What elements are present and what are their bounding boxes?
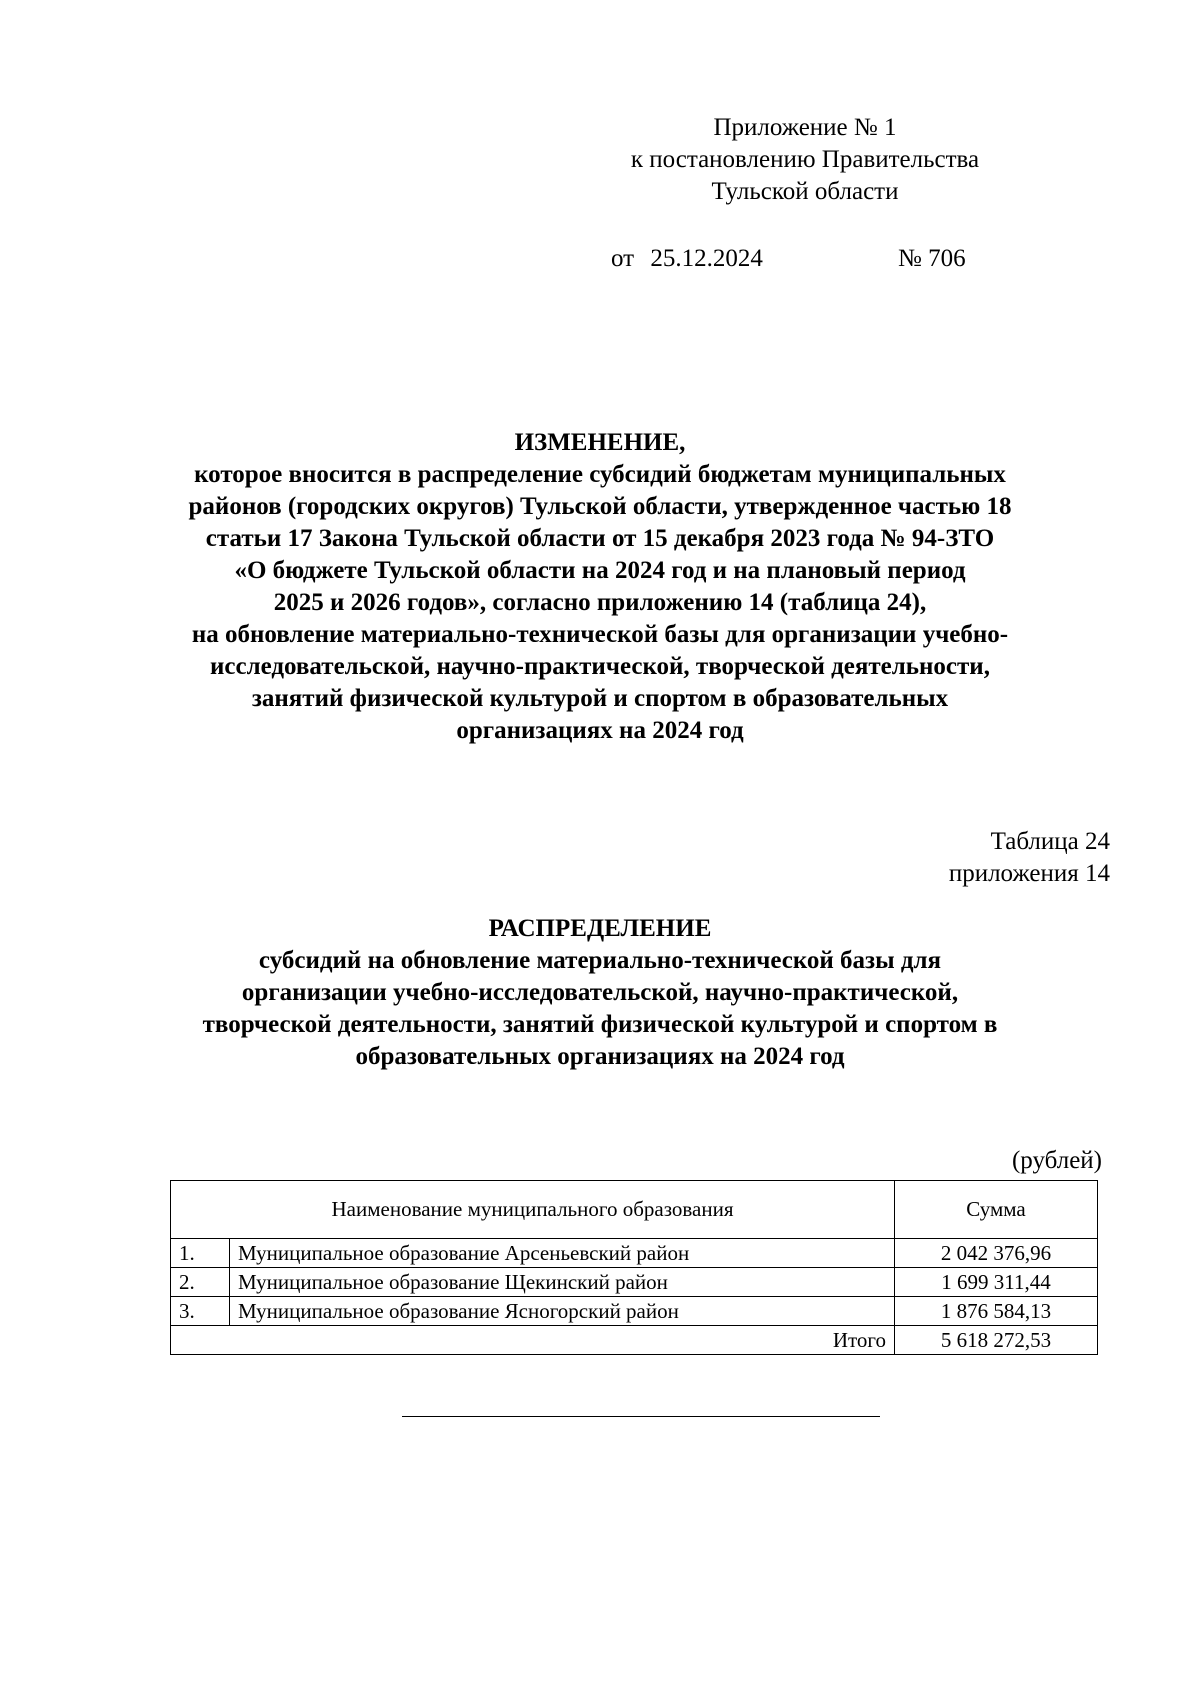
change-heading — [150, 427, 1050, 747]
row-number: 2. — [171, 1268, 230, 1297]
distribution-line: образовательных организациях на 2024 год — [355, 1043, 845, 1070]
appendix-header — [580, 112, 1030, 208]
row-name: Муниципальное образование Щекинский район — [230, 1268, 895, 1297]
row-name: Муниципальное образование Ясногорский район — [230, 1297, 895, 1326]
change-line: 2025 и 2026 годов», согласно приложению 14 (таблица 24), — [273, 589, 927, 616]
row-name: Муниципальное образование Арсеньевский район — [230, 1239, 895, 1268]
change-line: статьи 17 Закона Тульской области от 15 декабря 2023 года № 94-ЗТО — [205, 525, 995, 552]
table-caption-line: приложения 14 — [948, 860, 1110, 887]
change-line: организациях на 2024 год — [456, 717, 744, 744]
table-caption — [949, 826, 1110, 890]
total-sum: 5 618 272,53 — [895, 1326, 1098, 1355]
table-row — [171, 1239, 1098, 1268]
row-sum: 2 042 376,96 — [895, 1239, 1098, 1268]
change-line: на обновление материально-технической базы для организации учебно- — [191, 621, 1009, 648]
distribution-title: РАСПРЕДЕЛЕНИЕ — [488, 915, 712, 942]
distribution-table — [170, 1180, 1098, 1355]
total-label: Итого — [171, 1326, 895, 1355]
distribution-line: творческой деятельности, занятий физической культурой и спортом в — [202, 1011, 998, 1038]
distribution-line: организации учебно-исследовательской, научно-практической, — [241, 979, 959, 1006]
column-header-sum: Сумма — [895, 1181, 1098, 1239]
distribution-line: субсидий на обновление материально-технической базы для — [258, 947, 942, 974]
distribution-heading — [170, 913, 1030, 1073]
document-date: 25.12.2024 — [650, 245, 763, 272]
change-line: которое вносится в распределение субсидий бюджетам муниципальных — [194, 461, 1006, 488]
change-line: районов (городских округов) Тульской области, утвержденное частью 18 — [188, 493, 1012, 520]
table-row — [171, 1297, 1098, 1326]
date-prefix: от — [611, 245, 635, 272]
appendix-line: Приложение № 1 — [713, 114, 897, 141]
row-sum: 1 699 311,44 — [895, 1268, 1098, 1297]
appendix-line: к постановлению Правительства — [630, 146, 980, 173]
appendix-line: Тульской области — [711, 178, 899, 205]
table-caption-line: Таблица 24 — [990, 828, 1110, 855]
change-title: ИЗМЕНЕНИЕ, — [514, 429, 686, 456]
change-line: «О бюджете Тульской области на 2024 год и на плановый период — [234, 557, 966, 584]
row-number: 3. — [171, 1297, 230, 1326]
units-label: (рублей) — [1011, 1147, 1102, 1174]
change-line: занятий физической культурой и спортом в образовательных — [251, 685, 949, 712]
table-row — [171, 1268, 1098, 1297]
table-header-row — [171, 1181, 1098, 1239]
table-total-row — [171, 1326, 1098, 1355]
change-line: исследовательской, научно-практической, творческой деятельности, — [210, 653, 990, 680]
document-number: № 706 — [898, 245, 966, 272]
row-sum: 1 876 584,13 — [895, 1297, 1098, 1326]
closing-rule — [402, 1416, 880, 1417]
column-header-name: Наименование муниципального образования — [171, 1181, 895, 1239]
date-line — [611, 243, 966, 275]
row-number: 1. — [171, 1239, 230, 1268]
